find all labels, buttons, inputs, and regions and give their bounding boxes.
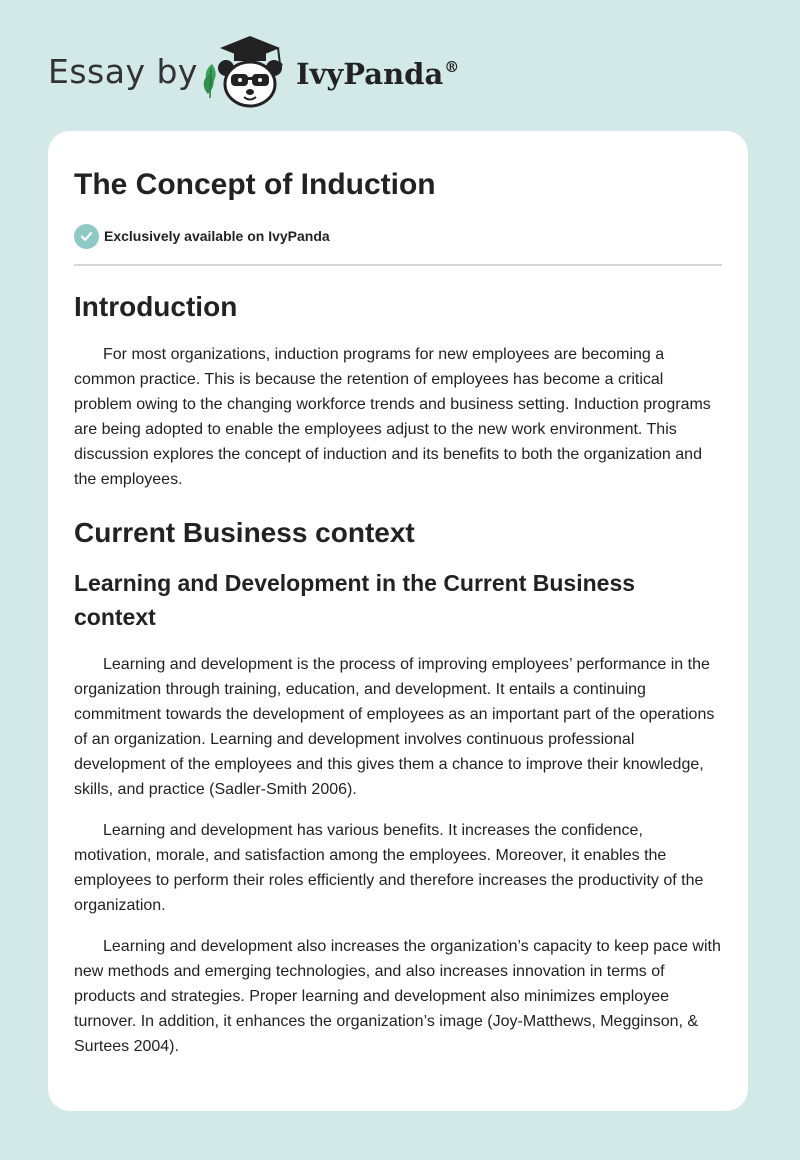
paragraph: Learning and development is the process of improving employees’ performance in the organization through training, education, and development. It entails a continuing commitment towards the development of employees as an important part of the operations of an organization. Learning and development involves continuous professional development of the employees and this gives them a chance to improve their knowledge, skills, and practice (Sadler-Smith 2006). [74,656,715,798]
paragraph: Learning and development also increases the organization’s capacity to keep pace with new methods and emerging technologies, and also increases innovation in terms of products and strategies. Proper learning and development also minimizes employee turnover. In addition, it enhances the organization’s image (Joy-Matthews, Megginson, & Surtees 2004). [74,938,721,1055]
section-heading-introduction: Introduction [74,291,238,322]
paragraph: Learning and development has various benefits. It increases the confidence, motivation, morale, and satisfaction among the employees. Moreover, it enables the employees to perform their roles efficiently and therefore increases the productivity of the organization. [74,822,704,914]
subsection-heading-learning-development: Learning and Development in the Current Business context [74,570,636,630]
essay-card [48,131,748,1111]
brand-logo-text[interactable] [296,57,459,91]
check-icon [74,224,99,249]
site-header [0,0,800,130]
brand-name: IvyPanda [296,57,444,91]
paragraph: For most organizations, induction programs for new employees are becoming a common practice. This is because the retention of employees has become a critical problem owing to the changing workforce trends and business setting. Induction programs are being adopted to enable the employees adjust to the new work environment. This discussion explores the concept of induction and its benefits to both the organization and the employees. [74,346,711,488]
badge-label: Exclusively available on IvyPanda [104,228,330,244]
registered-mark: ® [444,58,460,76]
essay-by-label: Essay by [48,52,198,91]
divider [74,264,722,266]
panda-graduate-icon[interactable] [198,34,294,110]
section-heading-current-business-context: Current Business context [74,517,415,548]
leaf-icon [204,64,216,98]
page-title: The Concept of Induction [74,168,436,201]
exclusive-badge [74,223,722,249]
